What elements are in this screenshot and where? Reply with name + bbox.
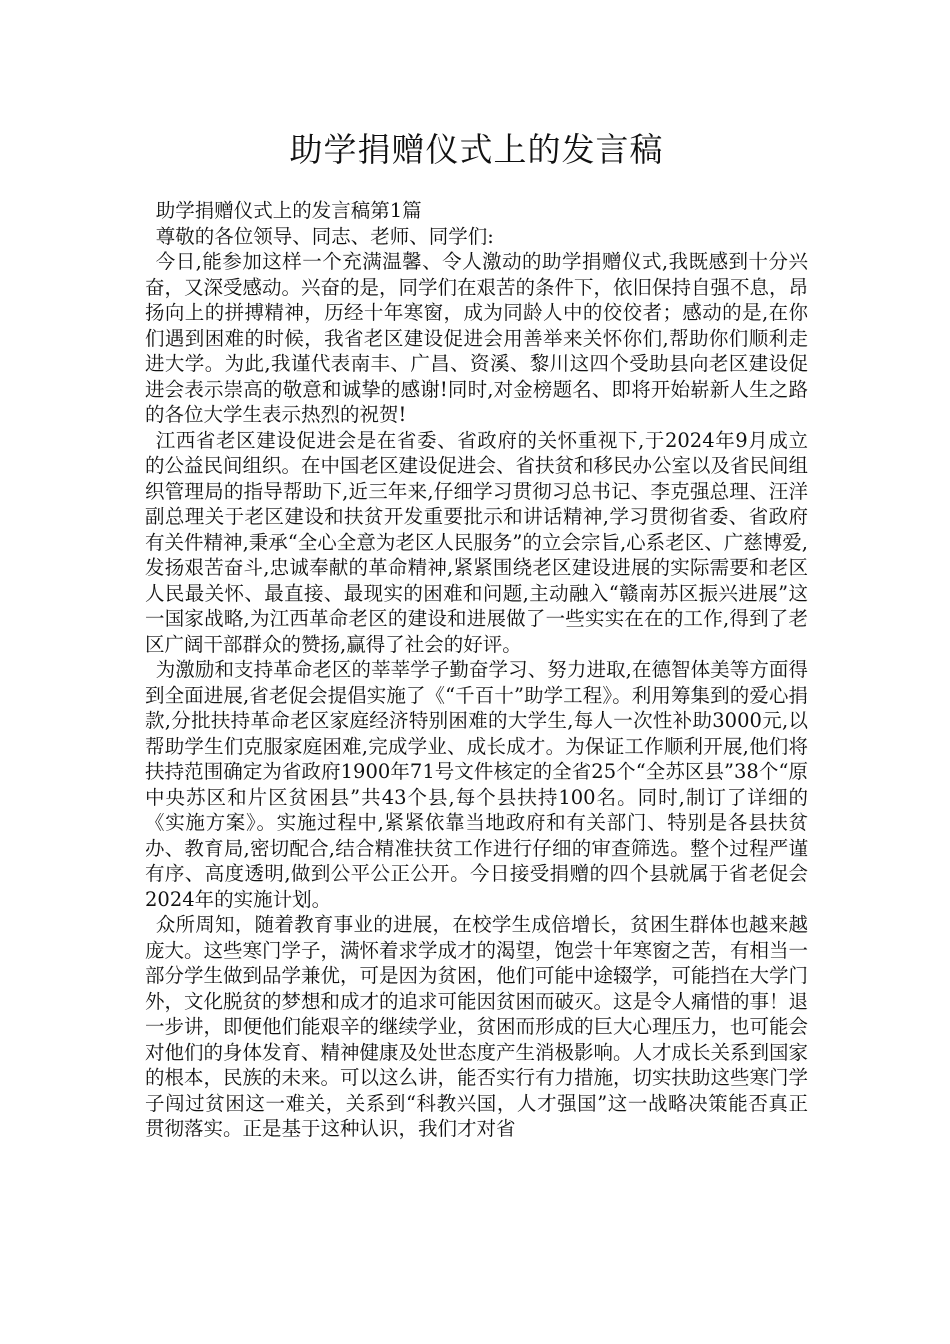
paragraph: 江西省老区建设促进会是在省委、省政府的关怀重视下,于2024年9月成立的公益民间组织。在中国老区建设促进会、省扶贫和移民办公室以及省民间组织管理局的指导帮助下,近三年来,仔细学习贯彻习总书记、李克强总理、汪洋副总理关于老区建设和扶贫开发重要批示和讲话精神,学习贯彻省委、省政府有关件精神,秉承“全心全意为老区人民服务”的立会宗旨,心系老区、广慈博爱,发扬艰苦奋斗,忠诚奉献的革命精神,紧紧围绕老区建设进展的实际需要和老区人民最关怀、最直接、最现实的困难和问题,主动融入“赣南苏区振兴进展”这一国家战略,为江西革命老区的建设和进展做了一些实实在在的工作,得到了老区广阔干部群众的赞扬,赢得了社会的好评。: [145, 428, 809, 656]
greeting: 尊敬的各位领导、同志、老师、同学们:: [155, 224, 494, 248]
document-body: [145, 198, 808, 1142]
document-title: 助学捐赠仪式上的发言稿: [289, 130, 664, 169]
paragraph: 众所周知，随着教育事业的进展，在校学生成倍增长，贫困生群体也越来越庞大。这些寒门学子，满怀着求学成才的渴望，饱尝十年寒窗之苦，有相当一部分学生做到品学兼优，可是因为贫困，他们可能中途辍学，可能挡在大学门外，文化脱贫的梦想和成才的追求可能因贫困而破灭。这是令人痛惜的事！退一步讲，即便他们能艰辛的继续学业，贫困而形成的巨大心理压力，也可能会对他们的身体发育、精神健康及处世态度产生消极影响。人才成长关系到国家的根本，民族的未来。可以这么讲，能否实行有力措施，切实扶助这些寒门学子闯过贫困这一难关，关系到“科教兴国，人才强国”这一战略决策能否真正贯彻落实。正是基于这种认识，我们才对省: [145, 913, 809, 1140]
paragraph: 为激励和支持革命老区的莘莘学子勤奋学习、努力进取,在德智体美等方面得到全面进展,省老促会提倡实施了《“千百十”助学工程》。利用筹集到的爱心捐款,分批扶持革命老区家庭经济特别困难的大学生,每人一次性补助3000元,以帮助学生们克服家庭困难,完成学业、成长成才。为保证工作顺利开展,他们将扶持范围确定为省政府1900年71号文件核定的全省25个“全苏区县”38个“原中央苏区和片区贫困县”共43个县,每个县扶持100名。同时,制订了详细的《实施方案》。实施过程中,紧紧依靠当地政府和有关部门、特别是各县扶贫办、教育局,密切配合,结合精准扶贫工作进行仔细的审查筛选。整个过程严谨有序、高度透明,做到公平公正公开。今日接受捐赠的四个县就属于省老促会2024年的实施计划。: [145, 658, 808, 911]
section-heading: 助学捐赠仪式上的发言稿第1篇: [155, 199, 422, 222]
paragraph: 今日,能参加这样一个充满温馨、令人激动的助学捐赠仪式,我既感到十分兴奋，又深受感动。兴奋的是，同学们在艰苦的条件下，依旧保持自强不息，昂扬向上的拼搏精神，历经十年寒窗，成为同龄人中的佼佼者；感动的是,在你们遇到困难的时候，我省老区建设促进会用善举来关怀你们,帮助你们顺利走进大学。为此,我谨代表南丰、广昌、资溪、黎川这四个受助县向老区建设促进会表示崇高的敬意和诚挚的感谢!同时,对金榜题名、即将开始崭新人生之路的各位大学生表示热烈的祝贺!: [145, 250, 809, 426]
